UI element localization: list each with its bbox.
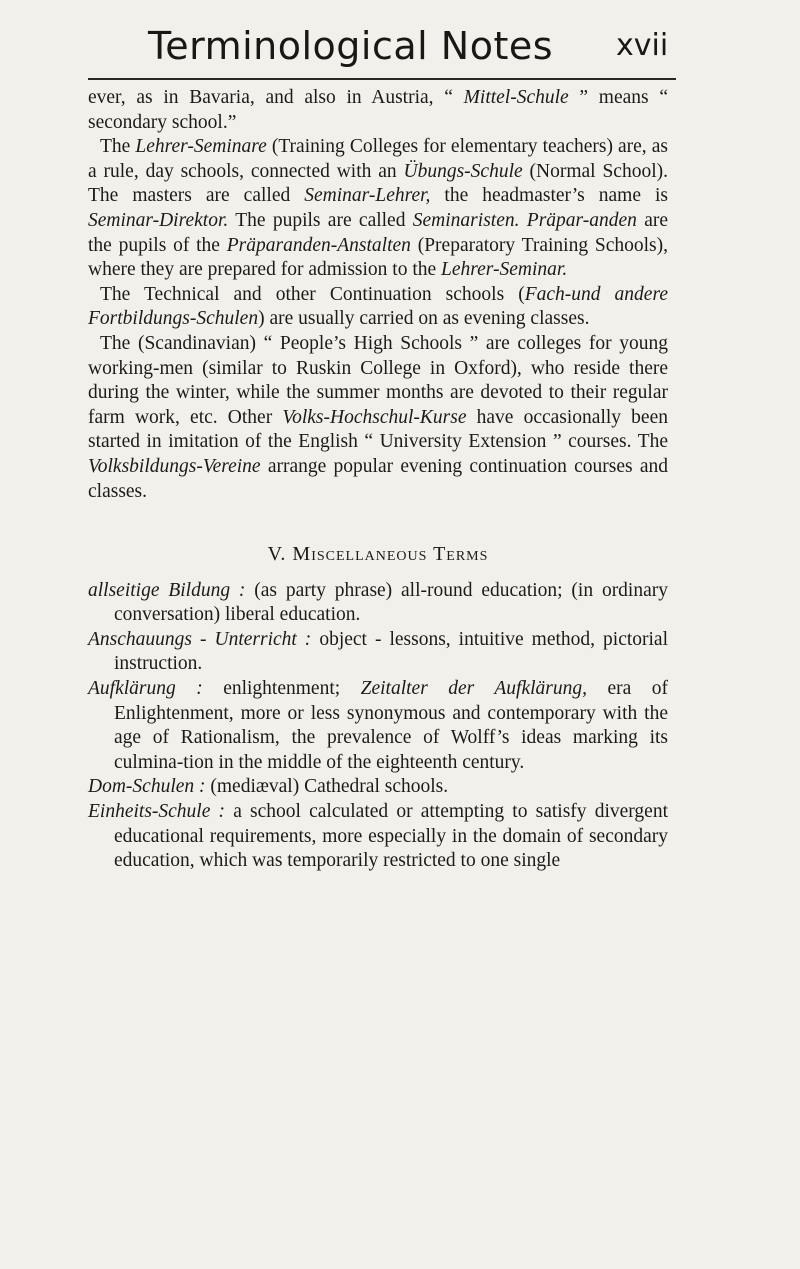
glossary-definition: (mediæval) Cathedral schools. <box>205 776 449 798</box>
text-run: The (Scandinavian) “ People’s High Schools ” are colleges for young working-men (similar to Ruskin College in Oxford), who reside there during the winter, while the summer months are devoted to their regular farm work, etc. Other <box>88 332 668 428</box>
glossary-entry <box>88 775 668 800</box>
italic-term: Lehrer-Seminar. <box>441 259 568 281</box>
glossary-definition: a school calculated or attempting to satisfy divergent educational requirements, more especially in the domain of secondary education, which was temporarily restricted to one single <box>114 801 668 872</box>
paragraph <box>88 332 668 504</box>
italic-term: Präparanden-Anstalten <box>226 234 411 256</box>
paragraph <box>88 135 668 283</box>
section-heading: V. Miscellaneous Terms <box>267 543 489 566</box>
text-run: The pupils are called <box>228 209 413 231</box>
glossary-entry <box>88 677 668 775</box>
running-title: Terminological Notes <box>148 24 554 68</box>
text-run: ” means “ secondary school.” <box>88 87 668 133</box>
text-run: (Normal School). The masters are called <box>88 160 668 207</box>
page-body <box>88 86 668 874</box>
text-run: the headmaster’s name is <box>430 185 668 207</box>
glossary-term: Anschauungs - Unterricht : <box>88 628 312 650</box>
text-run: arrange popular evening continuation courses and classes. <box>88 455 668 502</box>
page-number: xvii <box>616 28 669 63</box>
italic-term: Seminar-Direktor. <box>88 209 229 231</box>
italic-term: Fach-und andere Fortbildungs-Schulen <box>88 283 668 330</box>
book-page <box>88 24 718 872</box>
italic-term: Volksbildungs-Vereine <box>88 455 261 477</box>
italic-term: Übungs-Schule <box>403 160 523 182</box>
glossary-definition: era of Enlightenment, more or less synonymous and contemporary with the age of Rationalism, the prevalence of Wolff’s ideas marking its culmina-tion in the middle of the eighteenth century. <box>114 678 669 773</box>
glossary-term: Einheits-Schule : <box>88 801 226 823</box>
glossary-definition: enlightenment; <box>202 678 361 700</box>
text-run: have occasionally been started in imitation of the English “ University Extension ” courses. The <box>88 406 668 453</box>
glossary-entry <box>88 800 668 874</box>
glossary-term: Zeitalter der Aufklärung, <box>360 678 588 700</box>
italic-term: Seminaristen. Präpar-anden <box>412 209 637 231</box>
glossary-entry <box>88 579 668 628</box>
italic-term: Seminar-Lehrer, <box>304 185 431 207</box>
glossary-term: Dom-Schulen : <box>88 776 206 798</box>
text-run: The <box>100 136 136 158</box>
glossary-term: Aufklärung : <box>88 678 203 700</box>
paragraph <box>88 86 668 135</box>
italic-term: Volks-Hochschul-Kurse <box>282 406 467 428</box>
text-run: ) are usually carried on as evening classes. <box>258 308 590 330</box>
glossary-definition: object - lessons, intuitive method, pictorial instruction. <box>114 628 668 675</box>
glossary-entry <box>88 628 668 677</box>
text-run: The Technical and other Continuation schools ( <box>100 283 525 305</box>
italic-term: Mittel-Schule <box>463 87 569 108</box>
text-run: ever, as in Bavaria, and also in Austria, “ <box>88 87 464 108</box>
italic-term: Lehrer-Seminare <box>135 136 267 158</box>
text-run: (Preparatory Training Schools), where they are prepared for admission to the <box>88 234 668 281</box>
text-run: (Training Colleges for elementary teachers) are, as a rule, day schools, connected with an <box>88 136 668 182</box>
text-run: are the pupils of the <box>88 209 669 256</box>
header-rule <box>88 78 676 80</box>
running-header <box>88 24 718 82</box>
paragraph <box>88 283 668 332</box>
glossary-definition: (as party phrase) all-round education; (in ordinary conversation) liberal education. <box>114 579 668 626</box>
glossary-term: allseitige Bildung : <box>88 579 246 601</box>
